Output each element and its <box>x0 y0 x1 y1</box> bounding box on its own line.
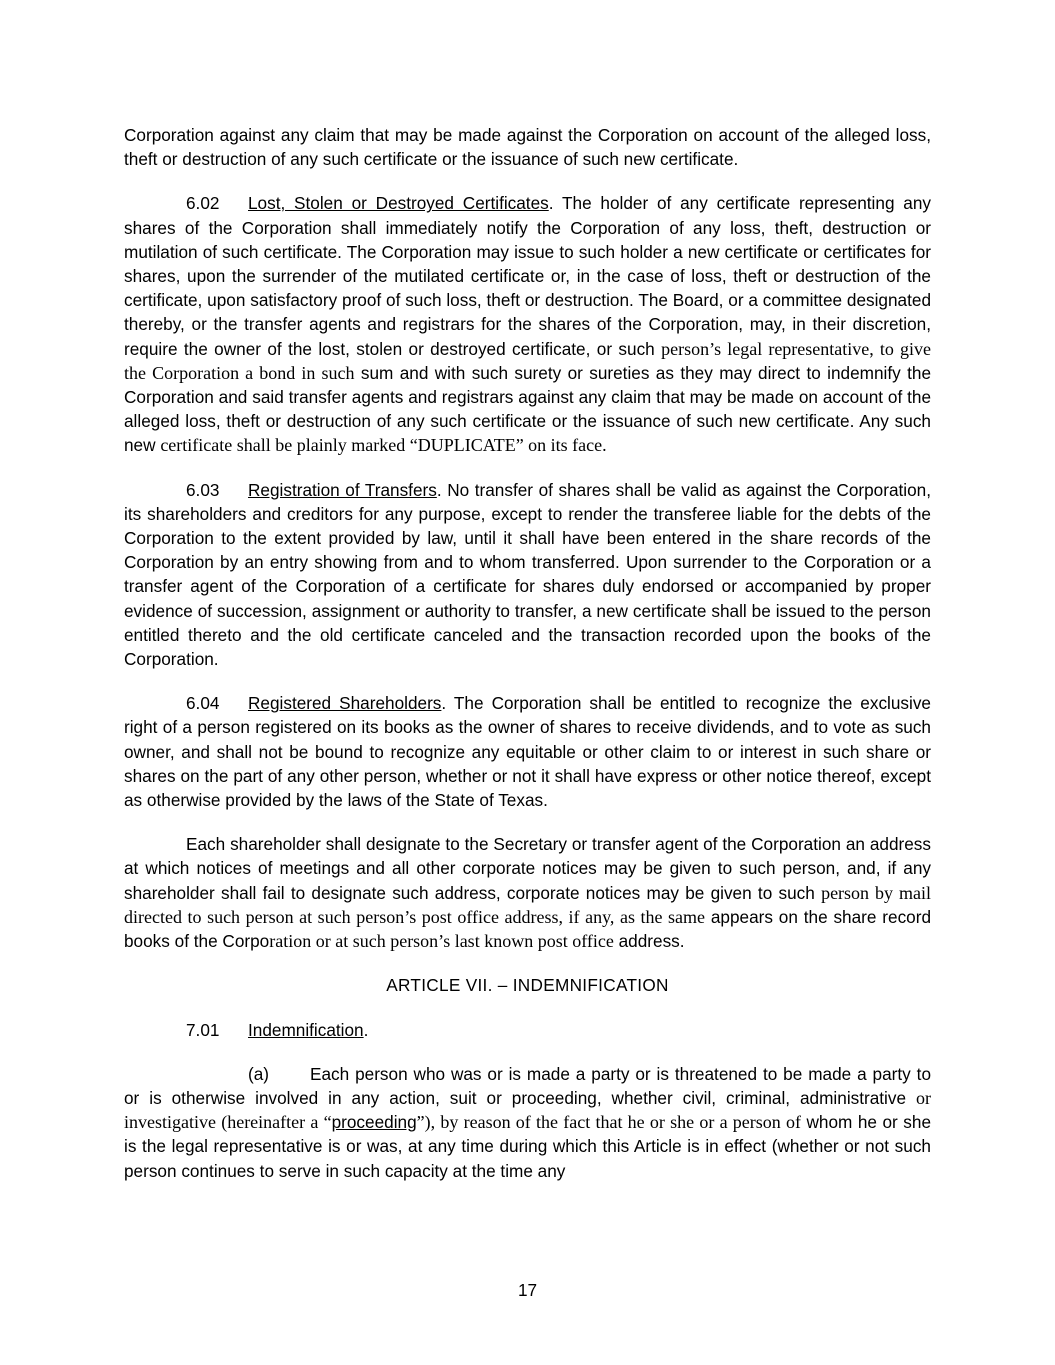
section-text: . The Corporation shall be entitled to recognize the exclusive right of a person registered on its books as the owner of shares to receive dividends, and to vote as such owner, and shall not be bound to recognize any equitable or other claim to or interest in such share or shares on the part of any other person, whether or not it shall have express or other notice thereof, except as otherwise provided by the laws of the State of Texas. <box>124 693 931 811</box>
page-body <box>124 123 931 1203</box>
section-6-02 <box>124 191 931 457</box>
section-number: 7.01 <box>186 1019 220 1040</box>
section-number: 6.04 <box>186 693 220 714</box>
section-7-01-a <box>124 1062 931 1183</box>
section-heading: Lost, Stolen or Destroyed Certificates <box>248 193 549 214</box>
section-heading: Registered Shareholders <box>248 693 442 714</box>
subsection-text-serif: or investigative (hereinafter a “ <box>124 1087 931 1133</box>
page-number: 17 <box>517 1280 538 1300</box>
section-7-01 <box>124 1018 931 1042</box>
paragraph-text-serif: ration or at such person’s last known post office <box>269 931 614 952</box>
paragraph-text: Each shareholder shall designate to the Secretary or transfer agent of the Corporation an address at which notices of meetings and all other corporate notices may be given to such person, and, if any shareholder shall fail to designate such address, corporate notices may be given to such <box>124 834 931 903</box>
section-text-serif: person’s legal representative, to give the Corporation a bond in such <box>124 338 931 383</box>
section-heading: Registration of Transfers <box>248 479 437 500</box>
section-number: 6.03 <box>186 479 220 500</box>
section-text: . The holder of any certificate representing any shares of the Corporation shall immediately notify the Corporation of any loss, theft, destruction or mutilation of such certificate. The Corporation may issue to such holder a new certificate or certificates for shares, upon the surrender of the mutilated certificate or, in the case of loss, theft or destruction of the certificate, upon satisfactory proof of such loss, theft or destruction. The Board, or a committee designated thereby, or the transfer agents and registrars for the shares of the Corporation, may, in their discretion, require the owner of the lost, stolen or destroyed certificate, or such <box>124 193 931 359</box>
section-heading: Indemnification <box>248 1019 364 1040</box>
section-6-03 <box>124 478 931 672</box>
article-heading: ARTICLE VII. – INDEMNIFICATION <box>386 975 669 996</box>
paragraph-text: address. <box>613 931 685 952</box>
defined-term: proceeding <box>331 1112 417 1133</box>
subsection-label: (a) <box>248 1063 270 1084</box>
section-number: 6.02 <box>186 193 220 214</box>
section-text: . No transfer of shares shall be valid as against the Corporation, its shareholders and creditors for any purpose, except to render the transferee liable for the debts of the Corporation to the extent provided by law, until it shall have been entered in the share records of the Corporation by an entry showing from and to whom transferred. Upon surrender to the Corporation or a transfer agent of the Corporation of a certificate for shares duly endorsed or accompanied by proper evidence of succession, assignment or authority to transfer, a new certificate shall be issued to the person entitled thereto and the old certificate canceled and the transaction recorded upon the books of the Corporation. <box>124 479 931 670</box>
section-text: sum and with such surety or sureties as they may direct to indemnify the Corporation and said transfer agents and registrars against any claim that may be made on account of the alleged loss, theft or destruction of any such certificate or the issuance of such new certificate. Any such new <box>124 362 931 456</box>
shareholder-address-paragraph <box>124 832 931 953</box>
subsection-text: whom he or she is the legal representative is or was, at any time during which this Article is in effect (whether or not such person continues to serve in such capacity at the time any <box>124 1112 931 1181</box>
continuation-paragraph: Corporation against any claim that may be made against the Corporation on account of the alleged loss, theft or destruction of any such certificate or the issuance of such new certificate. <box>124 125 931 170</box>
subsection-text-serif: ”), by reason of the fact that he or she or a person of <box>416 1112 802 1133</box>
paragraph-text: appears on the share record books of the Corpo <box>124 906 932 952</box>
section-6-04 <box>124 691 931 812</box>
section-heading-end: . <box>363 1019 369 1040</box>
section-text-serif: certificate shall be plainly marked “DUPLICATE” on its face. <box>160 435 607 456</box>
paragraph-text-serif: person by mail directed to such person at such person’s post office address, if any, as the same <box>124 882 931 927</box>
subsection-text: Each person who was or is made a party or is threatened to be made a party to or is otherwise involved in any action, suit or proceeding, whether civil, criminal, administrative <box>124 1063 931 1108</box>
